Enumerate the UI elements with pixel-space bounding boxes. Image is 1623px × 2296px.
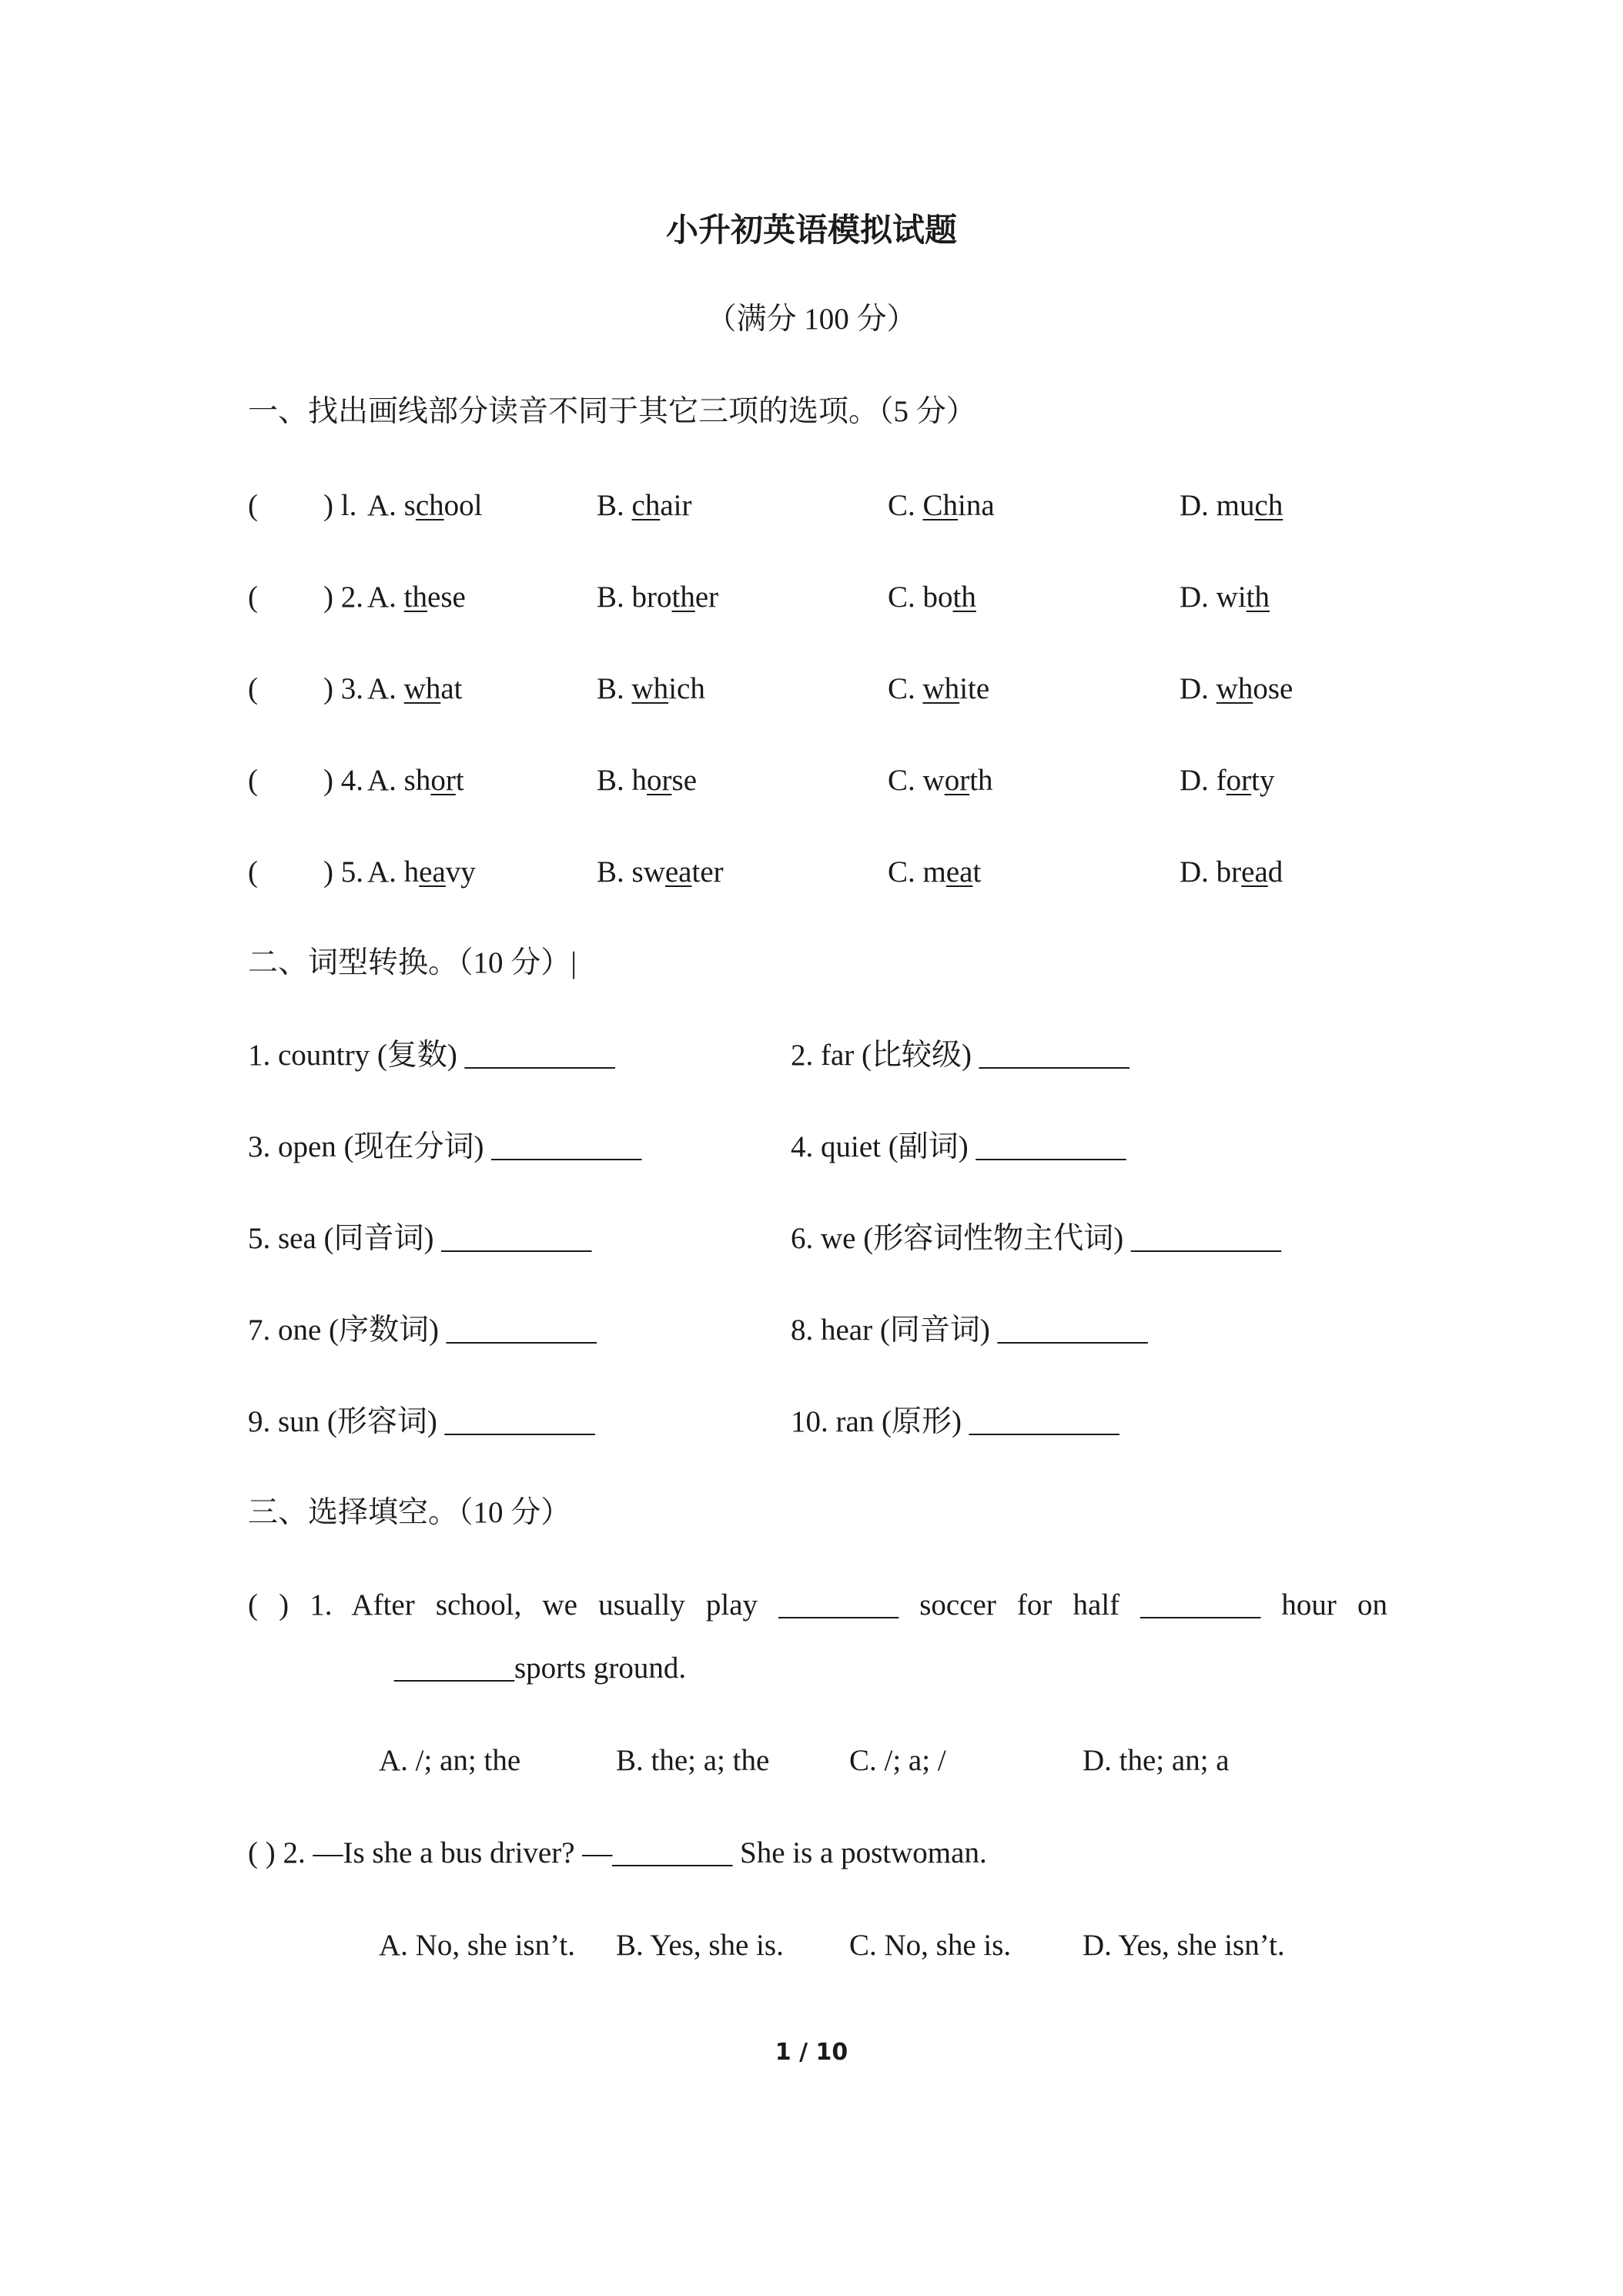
phonics-option-d: D. with <box>1180 581 1270 614</box>
question-1-option-a: A. /; an; the <box>379 1744 521 1777</box>
word-form-item: 4. quiet (副词) __________ <box>791 1130 1126 1163</box>
question-number: ) 4. <box>323 764 363 797</box>
word-form-item: 7. one (序数词) __________ <box>248 1314 597 1347</box>
answer-blank[interactable]: ( <box>248 489 258 522</box>
answer-blank[interactable]: ( <box>248 672 258 705</box>
phonics-option-d: D. bread <box>1180 855 1283 889</box>
question-2-option-b: B. Yes, she is. <box>616 1929 784 1962</box>
section2-heading: 二、词型转换。（10 分）| <box>248 946 577 979</box>
page-number: 1 / 10 <box>775 2039 848 2066</box>
word-form-item: 2. far (比较级) __________ <box>791 1039 1129 1072</box>
answer-blank[interactable]: ( <box>248 581 258 614</box>
phonics-option-c: C. both <box>888 581 976 614</box>
phonics-option-a: A. short <box>367 764 464 797</box>
question-number: ) 3. <box>323 672 363 705</box>
question-1-option-d: D. the; an; a <box>1083 1744 1230 1777</box>
phonics-option-d: D. forty <box>1180 764 1275 797</box>
phonics-option-b: B. chair <box>597 489 692 522</box>
word-form-item: 10. ran (原形) __________ <box>791 1405 1119 1438</box>
question-number: ) 2. <box>323 581 363 614</box>
answer-blank[interactable]: ( <box>248 764 258 797</box>
word-form-item: 9. sun (形容词) __________ <box>248 1405 595 1438</box>
phonics-option-b: B. which <box>597 672 705 705</box>
phonics-option-c: C. China <box>888 489 995 522</box>
question-1-stem-continued: ________sports ground. <box>394 1652 687 1685</box>
section1-heading: 一、找出画线部分读音不同于其它三项的选项。（5 分） <box>248 395 976 428</box>
phonics-option-b: B. brother <box>597 581 719 614</box>
question-2-option-a: A. No, she isn’t. <box>379 1929 575 1962</box>
phonics-option-a: A. heavy <box>367 855 476 889</box>
phonics-option-a: A. what <box>367 672 463 705</box>
word-form-item: 5. sea (同音词) __________ <box>248 1222 592 1255</box>
question-2-stem: ( ) 2. —Is she a bus driver? —________ She is a postwoman. <box>248 1836 987 1869</box>
phonics-option-c: C. meat <box>888 855 982 889</box>
phonics-option-d: D. much <box>1180 489 1283 522</box>
phonics-option-c: C. worth <box>888 764 993 797</box>
page-title: 小升初英语模拟试题 <box>665 211 957 249</box>
word-form-item: 8. hear (同音词) __________ <box>791 1314 1148 1347</box>
phonics-option-b: B. sweater <box>597 855 724 889</box>
question-1-stem: ( ) 1. After school, we usually play ________ soccer for half ________ hour on <box>248 1588 1387 1622</box>
page-subtitle: （满分 100 分） <box>706 303 917 336</box>
phonics-option-a: A. these <box>367 581 466 614</box>
section3-heading: 三、选择填空。（10 分） <box>248 1496 571 1529</box>
answer-blank[interactable]: ( <box>248 855 258 889</box>
question-number: ) 5. <box>323 855 363 889</box>
question-2-option-c: C. No, she is. <box>849 1929 1012 1962</box>
phonics-option-d: D. whose <box>1180 672 1293 705</box>
question-2-option-d: D. Yes, she isn’t. <box>1083 1929 1285 1962</box>
phonics-option-b: B. horse <box>597 764 698 797</box>
word-form-item: 6. we (形容词性物主代词) __________ <box>791 1222 1281 1255</box>
question-1-option-c: C. /; a; / <box>849 1744 946 1777</box>
question-number: ) l. <box>323 489 357 522</box>
word-form-item: 3. open (现在分词) __________ <box>248 1130 642 1163</box>
phonics-option-a: A. school <box>367 489 483 522</box>
word-form-item: 1. country (复数) __________ <box>248 1039 615 1072</box>
question-1-option-b: B. the; a; the <box>616 1744 770 1777</box>
phonics-option-c: C. white <box>888 672 990 705</box>
